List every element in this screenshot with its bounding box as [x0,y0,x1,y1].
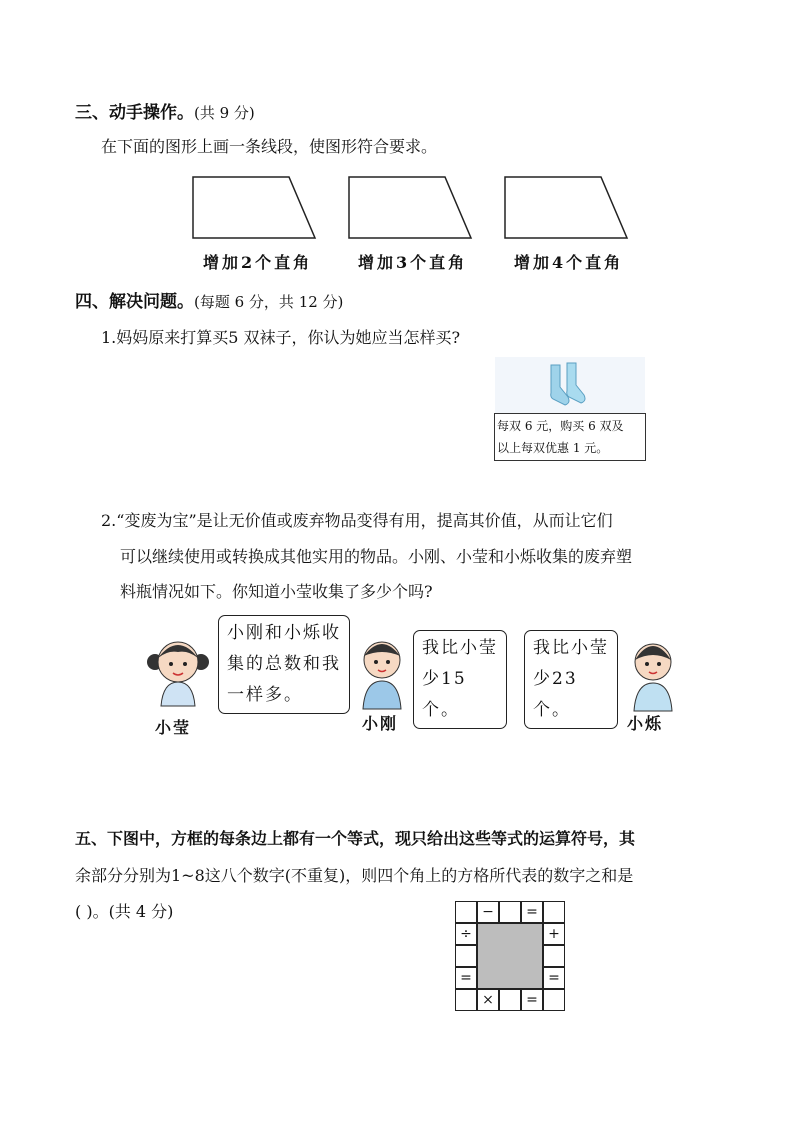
section4-score: (每题 6 分，共 12 分) [194,293,344,311]
section5-line2: 余部分分别为1~8这八个数字(不重复)，则四个角上的方格所代表的数字之和是 [75,866,634,885]
bubble-shuo: 我比小莹少23个。 [524,630,618,729]
trapezoid-figures [185,170,635,242]
question-2-line3: 料瓶情况如下。你知道小莹收集了多少个吗? [120,582,433,601]
grid-cell[interactable]: − [477,901,499,923]
boy-shuo-illustration [626,638,681,713]
grid-cell: × [477,989,499,1011]
socks-icon [495,357,645,413]
name-gang: 小刚 [362,714,399,733]
grid-cell: = [521,989,543,1011]
corner-cell-top-left[interactable] [455,901,477,923]
corner-cell-bottom-right[interactable] [543,989,565,1011]
grid-center-block [477,923,543,989]
grid-cell[interactable] [499,901,521,923]
price-note-line1: 每双 6 元，购买 6 双及 [497,419,624,433]
price-note [494,413,646,461]
question-2-line2: 可以继续使用或转换成其他实用的物品。小刚、小莹和小烁收集的废弃塑 [120,547,633,566]
caption-3-right-angles: 增加3个直角 [358,253,468,272]
trapezoid-1 [193,177,315,238]
section4-heading [75,287,343,312]
section3-score: (共 9 分) [194,104,255,122]
grid-cell[interactable] [455,945,477,967]
trapezoid-2 [349,177,471,238]
caption-2-right-angles: 增加2个直角 [203,253,313,272]
section4-title: 四、解决问题。 [75,292,194,312]
grid-cell[interactable] [543,945,565,967]
grid-cell: + [543,923,565,945]
bubble-gang: 我比小莹少15个。 [413,630,507,729]
name-shuo: 小烁 [627,714,664,733]
section5-text-line1: 五、下图中，方框的每条边上都有一个等式，现只给出这些等式的运算符号，其 [75,829,636,848]
boy-gang-illustration [355,636,410,711]
section3-heading [75,98,255,123]
grid-cell: ÷ [455,923,477,945]
grid-cell[interactable] [499,989,521,1011]
section5-line3: ( )。(共 4 分) [75,902,174,921]
section3-instruction: 在下面的图形上画一条线段，使图形符合要求。 [101,137,438,156]
grid-cell: = [521,901,543,923]
question-1: 1.妈妈原来打算买5 双袜子，你认为她应当怎样买? [101,328,461,347]
grid-cell: = [543,967,565,989]
socks-picture [495,357,645,413]
corner-cell-top-right[interactable] [543,901,565,923]
girl-ying-illustration [143,630,213,710]
bubble-ying: 小刚和小烁收集的总数和我一样多。 [218,615,350,714]
name-ying: 小莹 [155,718,192,737]
grid-cell: = [455,967,477,989]
section5-line1 [75,826,635,849]
equation-grid [455,901,565,1011]
question-2-line1: 2.“变废为宝”是让无价值或废弃物品变得有用，提高其价值，从而让它们 [101,511,613,530]
section3-title: 三、动手操作。 [75,103,194,123]
corner-cell-bottom-left[interactable] [455,989,477,1011]
price-note-line2: 以上每双优惠 1 元。 [497,441,609,455]
trapezoid-3 [505,177,627,238]
caption-4-right-angles: 增加4个直角 [514,253,624,272]
